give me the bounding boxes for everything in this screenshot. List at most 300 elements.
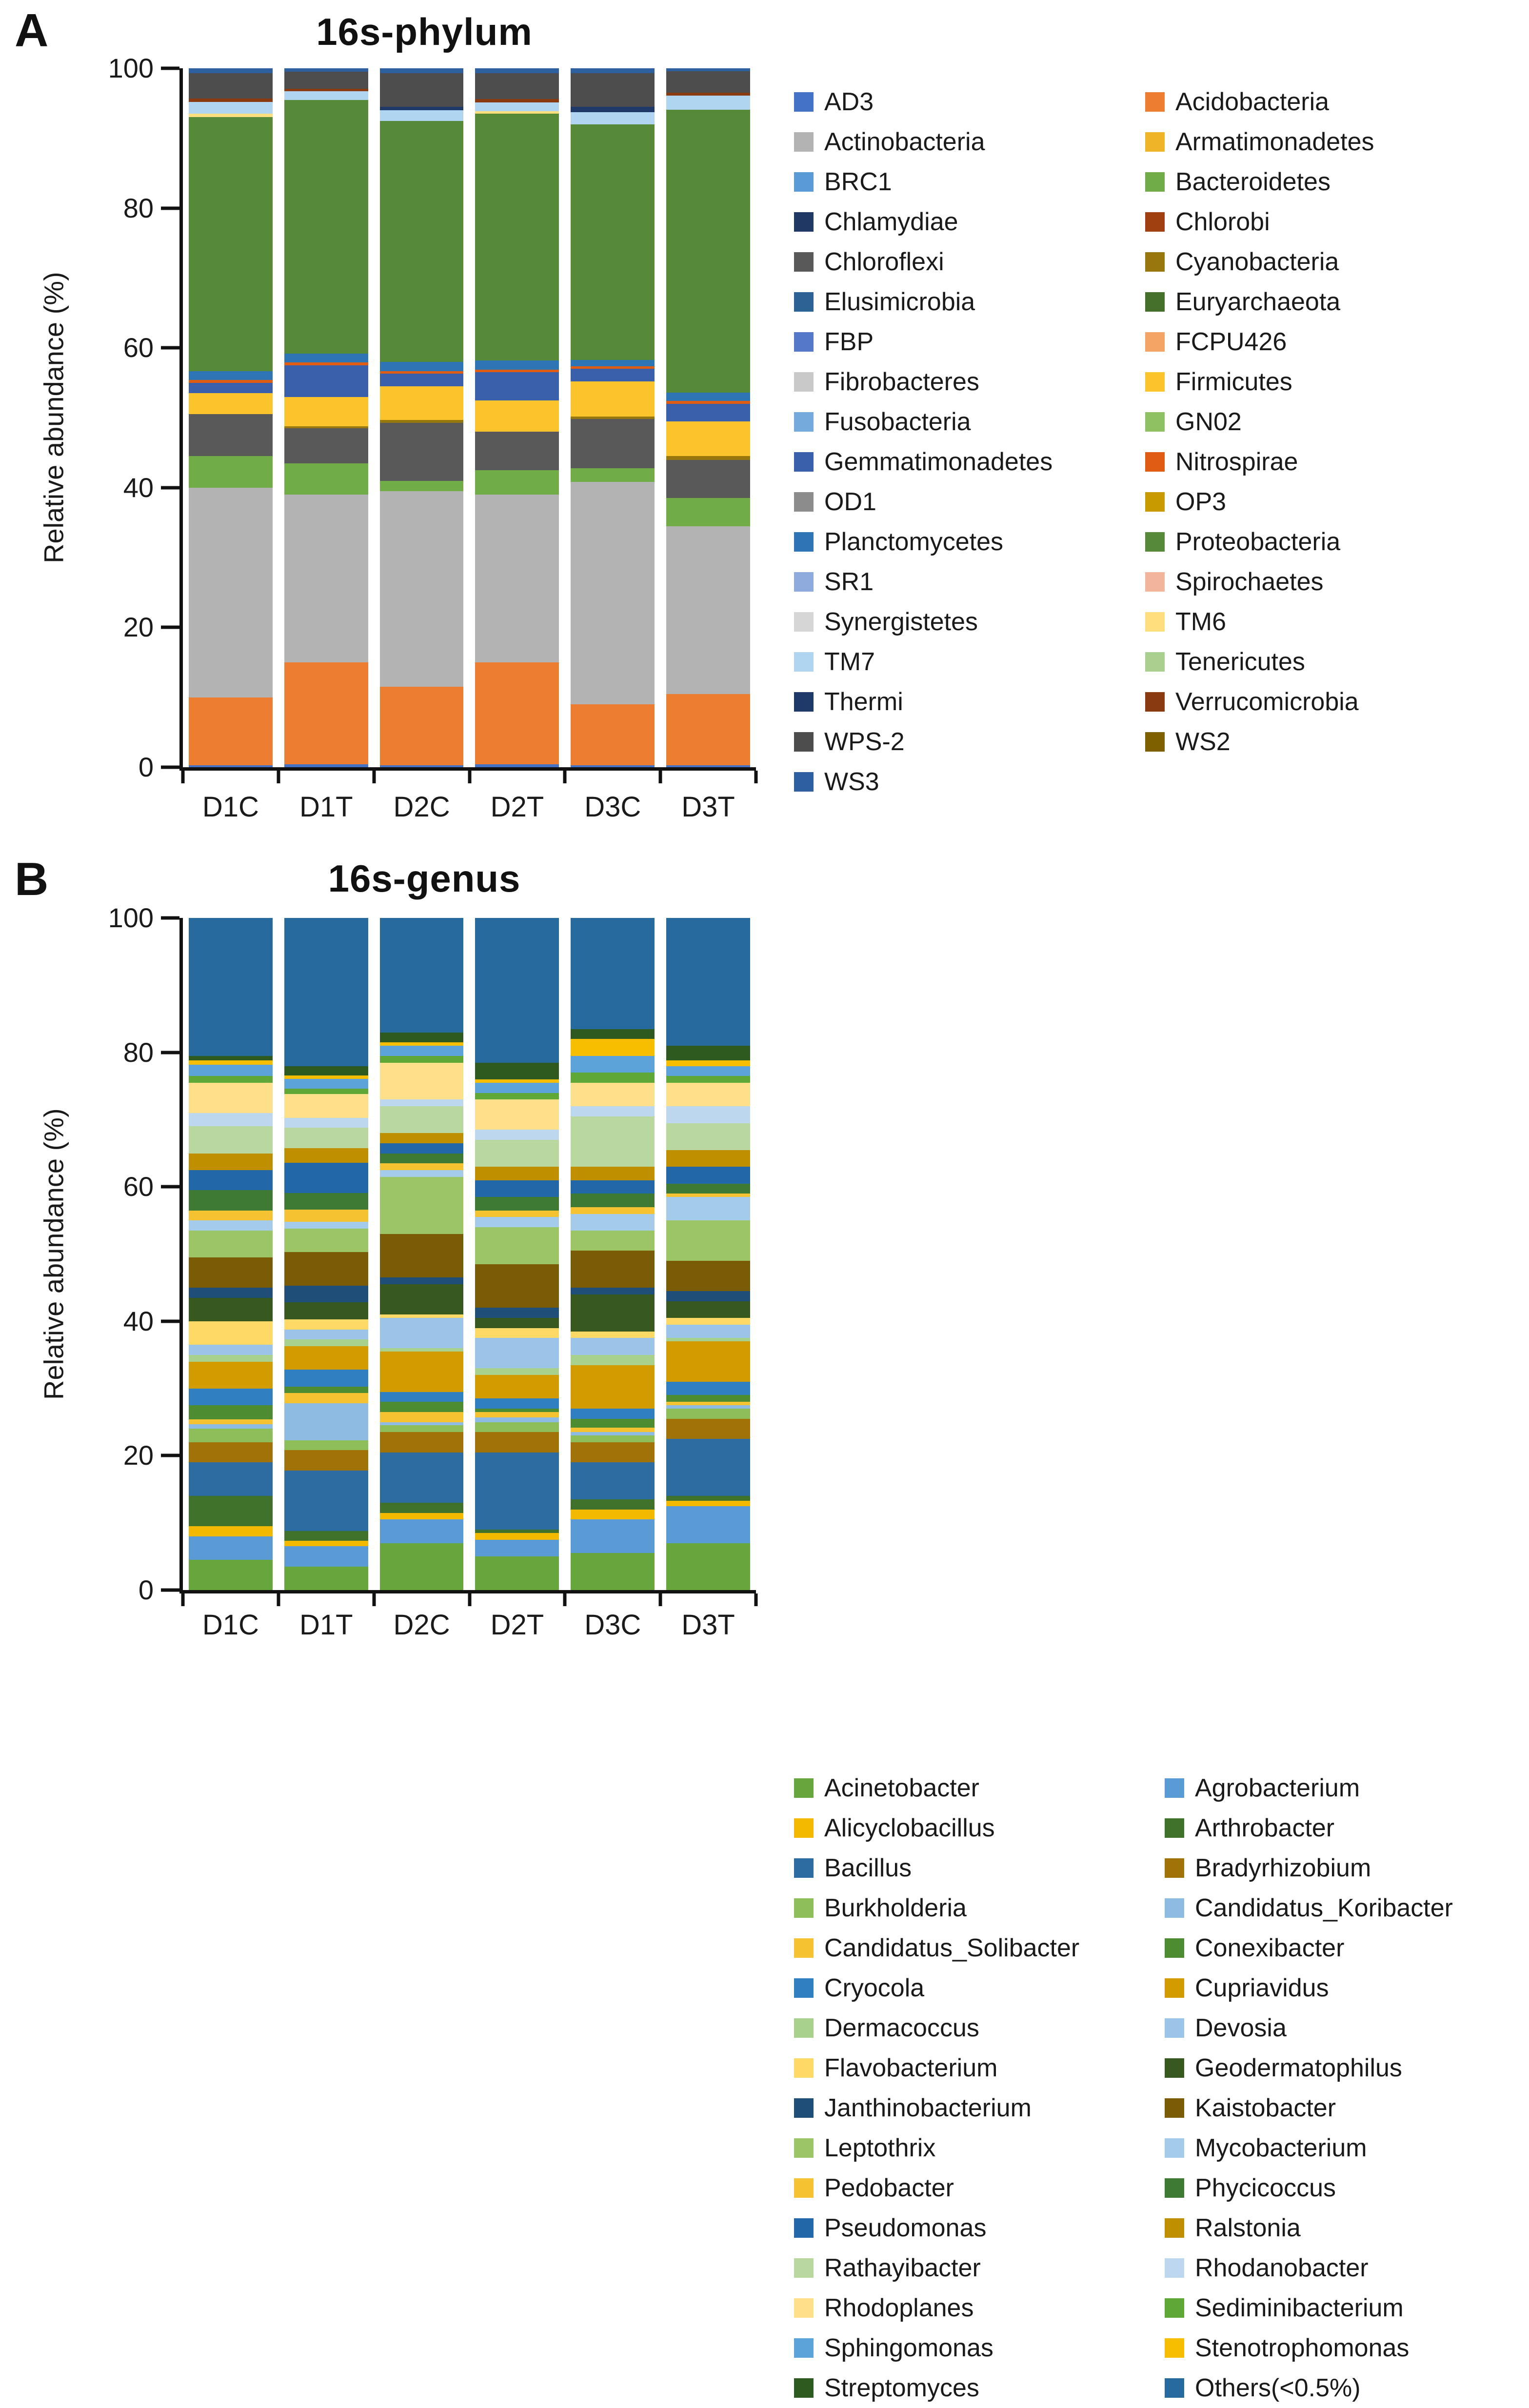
legend-swatch-WPS-2	[794, 732, 814, 752]
legend-label-Nitrospirae: Nitrospirae	[1175, 448, 1298, 476]
x-tick-3	[468, 1593, 471, 1606]
legend-swatch-Gemmatimonadetes	[794, 452, 814, 472]
x-label-D2T: D2T	[490, 791, 544, 823]
legend-item-Tenericutes	[1145, 642, 1529, 682]
legend-label-Cupriavidus: Cupriavidus	[1195, 1974, 1329, 2002]
segment-Kaistobacter	[571, 1251, 655, 1288]
legend-swatch-Pseudomonas	[794, 2218, 814, 2238]
legend-swatch-Acinetobacter	[794, 1778, 814, 1798]
legend-swatch-Arthrobacter	[1165, 1818, 1184, 1838]
segment-Flavobacterium	[571, 1332, 655, 1338]
segment-Leptothrix	[189, 1231, 273, 1257]
segment-Burkholderia	[284, 1440, 368, 1451]
segment-Rhodoplanes	[284, 1094, 368, 1117]
legend-label-Tenericutes: Tenericutes	[1175, 648, 1305, 676]
segment-Proteobacteria	[284, 100, 368, 354]
legend-label-WS2: WS2	[1175, 728, 1231, 756]
segment-Sphingomonas	[189, 1065, 273, 1076]
y-tick-label-0: 0	[138, 1574, 154, 1605]
segment-Burkholderia	[475, 1422, 559, 1433]
segment-Proteobacteria	[475, 114, 559, 360]
segment-Firmicutes	[666, 421, 750, 457]
segment-Stenotrophomonas	[571, 1039, 655, 1055]
segment-Rhodoplanes	[189, 1083, 273, 1113]
legend-label-Spirochaetes: Spirochaetes	[1175, 568, 1324, 596]
segment-Rhodanobacter	[571, 1106, 655, 1116]
segment-Conexibacter	[189, 1405, 273, 1419]
genus-plot-area	[38, 902, 756, 1641]
segment-Firmicutes	[380, 386, 464, 420]
segment-Bacillus	[284, 1471, 368, 1531]
segment-Chloroflexi	[189, 414, 273, 456]
legend-item-Rhodoplanes	[794, 2288, 1165, 2328]
segment-Cupriavidus	[666, 1341, 750, 1382]
legend-label-Leptothrix: Leptothrix	[824, 2134, 936, 2162]
legend-item-Chlamydiae	[794, 202, 1145, 242]
segment-Geodermatophilus	[666, 1301, 750, 1318]
segment-WS3	[380, 68, 464, 73]
legend-swatch-Janthinobacterium	[794, 2098, 814, 2118]
segment-Cupriavidus	[571, 1365, 655, 1409]
legend-swatch-Rhodoplanes	[794, 2298, 814, 2318]
x-tick-4	[563, 771, 567, 783]
legend-label-FBP: FBP	[824, 328, 874, 356]
legend-swatch-OP3	[1145, 492, 1165, 512]
legend-label-Bradyrhizobium: Bradyrhizobium	[1195, 1854, 1371, 1882]
segment-Dermacoccus	[284, 1339, 368, 1346]
legend-swatch-Proteobacteria	[1145, 532, 1165, 552]
legend-label-Chlorobi: Chlorobi	[1175, 208, 1270, 236]
y-tick-label-100: 100	[108, 53, 154, 83]
segment-Bradyrhizobium	[284, 1450, 368, 1470]
segment-Devosia	[475, 1338, 559, 1368]
legend-label-Conexibacter: Conexibacter	[1195, 1934, 1345, 1962]
segment-Phycicoccus	[475, 1197, 559, 1211]
segment-Pedobacter	[666, 1194, 750, 1197]
y-tick-mark-0	[161, 766, 179, 769]
legend-item-Synergistetes	[794, 602, 1145, 642]
segment-Alicyclobacillus	[380, 1513, 464, 1520]
segment-Chloroflexi	[284, 428, 368, 463]
segment-Rathayibacter	[666, 1123, 750, 1150]
legend-label-SR1: SR1	[824, 568, 874, 596]
x-tick-1	[277, 1593, 280, 1606]
bar-D1T	[284, 68, 368, 767]
legend-label-Sediminibacterium: Sediminibacterium	[1195, 2294, 1404, 2322]
segment-Gemmatimonadetes	[284, 365, 368, 397]
segment-Candidatus_Koribacter	[380, 1422, 464, 1426]
legend-label-Agrobacterium: Agrobacterium	[1195, 1774, 1360, 1802]
legend-item-WPS-2	[794, 722, 1145, 762]
segment-Kaistobacter	[475, 1264, 559, 1308]
x-label-D1C: D1C	[202, 1609, 259, 1641]
legend-swatch-Spirochaetes	[1145, 572, 1165, 592]
legend-item-Agrobacterium	[1165, 1768, 1529, 1808]
y-tick-label-40: 40	[123, 472, 154, 503]
legend-label-Verrucomicrobia: Verrucomicrobia	[1175, 688, 1359, 716]
y-tick-label-80: 80	[123, 192, 154, 223]
segment-Candidatus_Koribacter	[666, 1405, 750, 1409]
legend-swatch-Sediminibacterium	[1165, 2298, 1184, 2318]
legend-label-Candidatus_Solibacter: Candidatus_Solibacter	[824, 1934, 1080, 1962]
segment-Planctomycetes	[475, 360, 559, 370]
bar-D1T	[284, 918, 368, 1590]
y-tick-mark-100	[161, 916, 179, 920]
segment-Acinetobacter	[666, 1543, 750, 1590]
segment-TM7	[571, 112, 655, 124]
phylum-legend	[794, 82, 1529, 802]
segment-Flavobacterium	[284, 1319, 368, 1330]
legend-swatch-SR1	[794, 572, 814, 592]
segment-Candidatus_Koribacter	[189, 1424, 273, 1429]
legend-label-FCPU426: FCPU426	[1175, 328, 1287, 356]
x-label-D1C: D1C	[202, 791, 259, 823]
segment-Ralstonia	[189, 1154, 273, 1170]
legend-item-Candidatus_Solibacter	[794, 1928, 1165, 1968]
segment-Bacteroidetes	[189, 456, 273, 487]
segment-AD3	[189, 765, 273, 767]
legend-label-TM6: TM6	[1175, 608, 1226, 636]
segment-Planctomycetes	[380, 362, 464, 371]
legend-label-Phycicoccus: Phycicoccus	[1195, 2174, 1336, 2202]
legend-label-Armatimonadetes: Armatimonadetes	[1175, 128, 1374, 156]
segment-Rhodanobacter	[189, 1113, 273, 1127]
segment-Dermacoccus	[189, 1355, 273, 1362]
legend-item-Sphingomonas	[794, 2328, 1165, 2368]
segment-Ralstonia	[475, 1167, 559, 1180]
segment-Devosia	[380, 1318, 464, 1348]
legend-item-Mycobacterium	[1165, 2128, 1529, 2168]
segment-Kaistobacter	[284, 1252, 368, 1286]
legend-label-Others(<0.5%): Others(<0.5%)	[1195, 2374, 1361, 2402]
legend-swatch-AD3	[794, 92, 814, 112]
segment-Phycicoccus	[189, 1190, 273, 1210]
segment-Sphingomonas	[284, 1079, 368, 1089]
legend-swatch-GN02	[1145, 412, 1165, 432]
segment-Pedobacter	[380, 1163, 464, 1170]
legend-label-Thermi: Thermi	[824, 688, 903, 716]
legend-item-Acinetobacter	[794, 1768, 1165, 1808]
segment-Sediminibacterium	[189, 1076, 273, 1083]
segment-Mycobacterium	[380, 1170, 464, 1177]
legend-label-Cyanobacteria: Cyanobacteria	[1175, 248, 1339, 276]
segment-Sphingomonas	[380, 1046, 464, 1056]
legend-label-Kaistobacter: Kaistobacter	[1195, 2094, 1336, 2122]
legend-swatch-Elusimicrobia	[794, 292, 814, 312]
segment-Candidatus_Solibacter	[571, 1428, 655, 1433]
legend-item-Pedobacter	[794, 2168, 1165, 2208]
segment-Candidatus_Koribacter	[284, 1403, 368, 1440]
segment-Phycicoccus	[284, 1193, 368, 1210]
segment-Planctomycetes	[666, 393, 750, 401]
x-label-D1T: D1T	[299, 791, 353, 823]
legend-label-Streptomyces: Streptomyces	[824, 2374, 979, 2402]
segment-Thermi	[380, 107, 464, 110]
legend-item-Gemmatimonadetes	[794, 442, 1145, 482]
y-tick-mark-20	[161, 1454, 179, 1457]
legend-item-Proteobacteria	[1145, 522, 1529, 562]
segment-Chloroflexi	[666, 460, 750, 498]
segment-Chloroflexi	[380, 423, 464, 481]
segment-Candidatus_Solibacter	[189, 1419, 273, 1424]
legend-swatch-Leptothrix	[794, 2138, 814, 2158]
legend-item-Burkholderia	[794, 1888, 1165, 1928]
segment-Rathayibacter	[284, 1128, 368, 1148]
segment-Leptothrix	[666, 1220, 750, 1261]
panel-phylum	[0, 0, 1529, 849]
segment-Flavobacterium	[380, 1314, 464, 1318]
segment-Alicyclobacillus	[571, 1510, 655, 1520]
legend-item-Verrucomicrobia	[1145, 682, 1529, 722]
segment-Dermacoccus	[380, 1348, 464, 1352]
segment-Agrobacterium	[380, 1519, 464, 1543]
x-tick-4	[563, 1593, 567, 1606]
legend-swatch-FBP	[794, 332, 814, 352]
segment-Cupriavidus	[380, 1352, 464, 1392]
legend-swatch-Verrucomicrobia	[1145, 692, 1165, 712]
legend-label-Fibrobacteres: Fibrobacteres	[824, 368, 979, 396]
segment-Conexibacter	[475, 1409, 559, 1412]
legend-swatch-Nitrospirae	[1145, 452, 1165, 472]
legend-swatch-Streptomyces	[794, 2378, 814, 2398]
legend-item-Acidobacteria	[1145, 82, 1529, 122]
segment-Arthrobacter	[380, 1503, 464, 1513]
legend-label-Alicyclobacillus: Alicyclobacillus	[824, 1814, 995, 1842]
legend-swatch-Candidatus_Solibacter	[794, 1938, 814, 1958]
legend-item-Stenotrophomonas	[1165, 2328, 1529, 2368]
x-label-D2C: D2C	[393, 1609, 450, 1641]
segment-Acinetobacter	[380, 1543, 464, 1590]
segment-Janthinobacterium	[284, 1286, 368, 1302]
legend-swatch-Cryocola	[794, 1978, 814, 1998]
segment-AD3	[571, 765, 655, 767]
segment-Flavobacterium	[666, 1318, 750, 1325]
segment-Rhodoplanes	[380, 1063, 464, 1100]
segment-Bradyrhizobium	[571, 1442, 655, 1462]
legend-swatch-Fusobacteria	[794, 412, 814, 432]
genus-bars	[183, 918, 756, 1590]
legend-swatch-Pedobacter	[794, 2178, 814, 2198]
segment-Pseudomonas	[475, 1180, 559, 1197]
y-tick-label-40: 40	[123, 1305, 154, 1336]
x-tick-5	[659, 771, 662, 783]
legend-item-OD1	[794, 482, 1145, 522]
segment-Arthrobacter	[284, 1531, 368, 1541]
segment-Rathayibacter	[380, 1106, 464, 1133]
x-tick-0	[181, 1593, 185, 1606]
segment-Leptothrix	[571, 1231, 655, 1251]
legend-swatch-Euryarchaeota	[1145, 292, 1165, 312]
legend-swatch-Geodermatophilus	[1165, 2058, 1184, 2078]
segment-Agrobacterium	[189, 1536, 273, 1560]
legend-label-Bacillus: Bacillus	[824, 1854, 912, 1882]
segment-Sediminibacterium	[666, 1076, 750, 1083]
segment-Acidobacteria	[380, 687, 464, 765]
legend-label-Cryocola: Cryocola	[824, 1974, 925, 2002]
legend-label-Janthinobacterium: Janthinobacterium	[824, 2094, 1032, 2122]
legend-label-BRC1: BRC1	[824, 168, 892, 196]
segment-Devosia	[571, 1338, 655, 1354]
segment-TM6	[189, 114, 273, 117]
segment-Bradyrhizobium	[666, 1419, 750, 1439]
legend-swatch-Thermi	[794, 692, 814, 712]
segment-TM7	[284, 91, 368, 100]
segment-Bradyrhizobium	[475, 1432, 559, 1452]
segment-Cupriavidus	[284, 1346, 368, 1370]
segment-Verrucomicrobia	[189, 99, 273, 102]
legend-item-Euryarchaeota	[1145, 282, 1529, 322]
segment-Streptomyces	[571, 1029, 655, 1039]
segment-Gemmatimonadetes	[380, 374, 464, 386]
legend-swatch-Bacillus	[794, 1858, 814, 1878]
legend-label-Chlamydiae: Chlamydiae	[824, 208, 958, 236]
segment-Leptothrix	[284, 1229, 368, 1252]
segment-Candidatus_Koribacter	[571, 1432, 655, 1435]
legend-item-Janthinobacterium	[794, 2088, 1165, 2128]
segment-Planctomycetes	[284, 354, 368, 363]
legend-label-AD3: AD3	[824, 88, 874, 116]
legend-swatch-Rhodanobacter	[1165, 2258, 1184, 2278]
segment-Actinobacteria	[380, 491, 464, 687]
segment-Arthrobacter	[571, 1499, 655, 1510]
segment-Cryocola	[380, 1392, 464, 1402]
segment-Planctomycetes	[571, 360, 655, 366]
legend-swatch-Chloroflexi	[794, 252, 814, 272]
legend-item-Bradyrhizobium	[1165, 1848, 1529, 1888]
segment-Bacteroidetes	[380, 481, 464, 491]
segment-Rhodanobacter	[284, 1118, 368, 1128]
legend-label-Rhodoplanes: Rhodoplanes	[824, 2294, 974, 2322]
y-tick-mark-60	[161, 346, 179, 350]
segment-Stenotrophomonas	[189, 1060, 273, 1064]
legend-label-Firmicutes: Firmicutes	[1175, 368, 1292, 396]
segment-Rhodanobacter	[475, 1130, 559, 1140]
legend-item-Dermacoccus	[794, 2008, 1165, 2048]
segment-Bacteroidetes	[666, 498, 750, 526]
segment-Firmicutes	[475, 400, 559, 432]
segment-Stenotrophomonas	[380, 1042, 464, 1046]
segment-Ralstonia	[571, 1167, 655, 1180]
legend-label-WS3: WS3	[824, 768, 879, 796]
legend-swatch-Synergistetes	[794, 612, 814, 632]
legend-item-Rathayibacter	[794, 2248, 1165, 2288]
segment-Actinobacteria	[189, 488, 273, 697]
legend-swatch-WS2	[1145, 732, 1165, 752]
legend-swatch-Cyanobacteria	[1145, 252, 1165, 272]
x-label-D3T: D3T	[681, 1609, 735, 1641]
legend-label-Ralstonia: Ralstonia	[1195, 2214, 1301, 2242]
y-tick-label-60: 60	[123, 1171, 154, 1202]
legend-item-Kaistobacter	[1165, 2088, 1529, 2128]
legend-item-Cyanobacteria	[1145, 242, 1529, 282]
legend-swatch-Rathayibacter	[794, 2258, 814, 2278]
segment-Agrobacterium	[666, 1506, 750, 1543]
legend-label-Elusimicrobia: Elusimicrobia	[824, 288, 975, 316]
bar-D3T	[666, 68, 750, 767]
segment-Streptomyces	[475, 1063, 559, 1079]
segment-Bacteroidetes	[475, 470, 559, 495]
segment-Sediminibacterium	[475, 1093, 559, 1100]
segment-Alicyclobacillus	[666, 1501, 750, 1506]
segment-Acidobacteria	[666, 694, 750, 765]
segment-Others(<0.5%)	[571, 918, 655, 1029]
legend-label-Flavobacterium: Flavobacterium	[824, 2054, 998, 2082]
phylum-y-axis-title: Relative abundance (%)	[38, 272, 69, 564]
segment-Rhodoplanes	[475, 1099, 559, 1130]
segment-Gemmatimonadetes	[666, 404, 750, 421]
legend-item-Pseudomonas	[794, 2208, 1165, 2248]
legend-swatch-Armatimonadetes	[1145, 132, 1165, 152]
segment-Others(<0.5%)	[284, 918, 368, 1066]
legend-swatch-Fibrobacteres	[794, 372, 814, 392]
segment-Firmicutes	[284, 397, 368, 426]
y-tick-label-0: 0	[138, 752, 154, 782]
legend-label-TM7: TM7	[824, 648, 875, 676]
legend-swatch-Stenotrophomonas	[1165, 2338, 1184, 2358]
bar-D3C	[571, 918, 655, 1590]
legend-label-Planctomycetes: Planctomycetes	[824, 528, 1004, 556]
legend-label-Dermacoccus: Dermacoccus	[824, 2014, 979, 2042]
segment-Leptothrix	[475, 1227, 559, 1264]
segment-AD3	[380, 765, 464, 767]
segment-Acinetobacter	[571, 1553, 655, 1590]
segment-Devosia	[189, 1345, 273, 1355]
segment-Devosia	[666, 1325, 750, 1338]
segment-Cyanobacteria	[666, 456, 750, 459]
segment-Firmicutes	[189, 393, 273, 414]
segment-Cryocola	[284, 1370, 368, 1386]
segment-Stenotrophomonas	[666, 1060, 750, 1066]
legend-item-Chloroflexi	[794, 242, 1145, 282]
x-tick-6	[755, 771, 758, 783]
segment-Candidatus_Solibacter	[666, 1402, 750, 1405]
legend-label-Arthrobacter: Arthrobacter	[1195, 1814, 1335, 1842]
segment-WPS-2	[380, 73, 464, 107]
segment-Burkholderia	[380, 1425, 464, 1432]
segment-Flavobacterium	[189, 1321, 273, 1345]
legend-label-Gemmatimonadetes: Gemmatimonadetes	[824, 448, 1053, 476]
segment-Bradyrhizobium	[189, 1442, 273, 1462]
bar-D3C	[571, 68, 655, 767]
segment-Cryocola	[189, 1389, 273, 1405]
legend-swatch-Tenericutes	[1145, 652, 1165, 672]
segment-Pedobacter	[284, 1210, 368, 1222]
segment-Janthinobacterium	[666, 1291, 750, 1301]
segment-Mycobacterium	[284, 1222, 368, 1229]
legend-swatch-Burkholderia	[794, 1898, 814, 1918]
segment-Agrobacterium	[284, 1546, 368, 1566]
segment-Actinobacteria	[284, 495, 368, 662]
y-tick-label-60: 60	[123, 332, 154, 363]
genus-legend	[794, 1768, 1529, 2408]
legend-swatch-TM6	[1145, 612, 1165, 632]
legend-swatch-TM7	[794, 652, 814, 672]
legend-item-Ralstonia	[1165, 2208, 1529, 2248]
segment-Burkholderia	[571, 1435, 655, 1442]
segment-Janthinobacterium	[571, 1288, 655, 1294]
segment-WPS-2	[284, 72, 368, 88]
segment-Firmicutes	[571, 381, 655, 417]
segment-TM7	[475, 102, 559, 111]
legend-item-Streptomyces	[794, 2368, 1165, 2408]
x-label-D2C: D2C	[393, 791, 450, 823]
segment-Arthrobacter	[189, 1496, 273, 1526]
segment-Verrucomicrobia	[475, 99, 559, 102]
x-tick-3	[468, 771, 471, 783]
segment-Janthinobacterium	[380, 1277, 464, 1284]
x-tick-1	[277, 771, 280, 783]
segment-Kaistobacter	[666, 1261, 750, 1291]
